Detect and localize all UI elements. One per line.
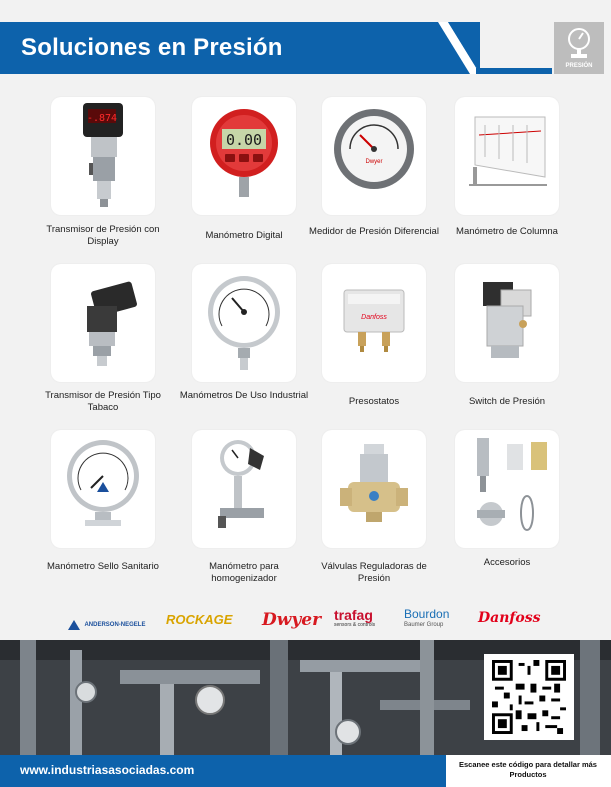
cylindrical-transmitter-icon — [51, 264, 155, 382]
badge-label: PRESIÓN — [565, 63, 593, 69]
accessories-icon — [455, 430, 559, 548]
product-caption: Manómetros De Uso Industrial — [179, 390, 309, 401]
brand-danfoss: Danfoss — [478, 610, 541, 626]
pressure-badge — [554, 22, 604, 74]
product-caption: Válvulas Reguladoras de Presión — [321, 561, 427, 584]
product-caption: Manómetro Digital — [205, 230, 283, 241]
brand-trafag — [334, 608, 375, 629]
product-caption: Presostatos — [348, 396, 400, 407]
brand-rockage: ROCKAGE — [166, 612, 233, 627]
brand-name: ANDERSON-NEGELE — [84, 621, 146, 628]
product-card-column-manometer[interactable] — [455, 97, 559, 215]
digital-display-value: 0.00 — [225, 131, 263, 149]
product-card-switch[interactable] — [455, 264, 559, 382]
svg-text:-.874: -.874 — [86, 113, 118, 124]
brand-logos — [0, 604, 611, 638]
qr-code-icon — [492, 660, 566, 734]
sanitary-gauge-icon — [51, 430, 155, 548]
product-card-industrial-gauge[interactable] — [192, 264, 296, 382]
product-card-cylindrical-transmitter[interactable] — [51, 264, 155, 382]
product-card-pressure-switch[interactable] — [322, 264, 426, 382]
switch-icon — [455, 264, 559, 382]
page-title: Soluciones en Presión — [21, 34, 283, 61]
brand-name: trafag — [334, 607, 373, 623]
brand-tagline: Baumer Group — [404, 622, 444, 628]
website-link[interactable]: www.industriasasociadas.com — [20, 763, 195, 777]
header-stripe — [438, 22, 480, 74]
qr-code[interactable] — [484, 654, 574, 740]
product-caption: Manómetro de Columna — [456, 226, 558, 237]
brand-dwyer: Dwyer — [262, 610, 322, 630]
product-card-transmitter-display[interactable] — [51, 97, 155, 215]
product-caption: Medidor de Presión Diferencial — [309, 226, 439, 237]
product-caption: Manómetro Sello Sanitario — [47, 561, 159, 572]
product-card-accessories[interactable] — [455, 430, 559, 548]
pressure-switch-icon — [322, 264, 426, 382]
svg-text:Dwyer: Dwyer — [365, 159, 383, 165]
homogenizer-gauge-icon — [192, 430, 296, 548]
qr-caption: Escanee este código para detallar más Productos — [459, 760, 597, 779]
product-card-differential-gauge[interactable] — [322, 97, 426, 215]
column-manometer-icon — [455, 97, 559, 215]
product-caption: Switch de Presión — [468, 396, 546, 407]
product-card-digital-gauge[interactable] — [192, 97, 296, 215]
svg-text:Danfoss: Danfoss — [361, 314, 387, 321]
differential-gauge-icon — [322, 97, 426, 215]
product-caption: Accesorios — [483, 557, 531, 568]
pressure-transmitter-display-icon — [51, 97, 155, 215]
product-card-regulator-valve[interactable] — [322, 430, 426, 548]
brand-name: Bourdon — [404, 607, 450, 621]
brand-bourdon — [404, 608, 449, 629]
industrial-gauge-icon — [192, 264, 296, 382]
gauge-icon — [566, 27, 592, 61]
brand-tagline: sensors & controls — [334, 622, 376, 628]
product-caption: Transmisor de Presión Tipo Tabaco — [45, 390, 161, 413]
digital-gauge-icon — [192, 97, 296, 215]
product-card-homogenizer-gauge[interactable] — [192, 430, 296, 548]
header-rightbar — [476, 68, 552, 74]
triangle-logo-icon — [68, 620, 80, 630]
regulator-valve-icon — [322, 430, 426, 548]
brand-anderson-negele — [68, 616, 145, 634]
product-caption: Transmisor de Presión con Display — [46, 224, 160, 247]
product-card-sanitary-gauge[interactable] — [51, 430, 155, 548]
product-caption: Manómetro para homogenizador — [209, 561, 279, 584]
